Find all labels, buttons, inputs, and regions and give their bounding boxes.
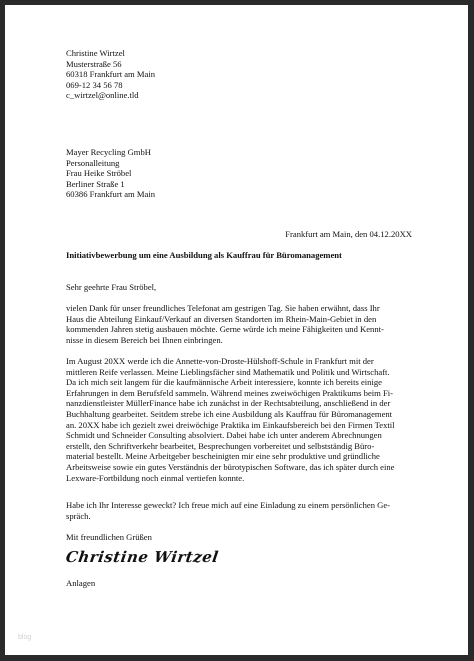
paragraph-line: material bestellt. Meine Arbeitgeber bescheinigten mir eine sehr produktive und gründliche — [66, 451, 380, 462]
paragraph-1 — [66, 303, 418, 345]
paragraph-line: Habe ich Ihr Interesse geweckt? Ich freue mich auf eine Einladung zu einem persönlichen Ge- — [66, 500, 391, 510]
paragraph-line: an. 20XX habe ich gezielt zwei dreiwöchige Praktika im Einkaufsbereich bei den Firmen Textil — [66, 419, 395, 430]
paragraph-line: Im August 20XX werde ich die Annette-von-Droste-Hülshoff-Schule in Frankfurt mit der — [66, 356, 374, 366]
recipient-street: Berliner Straße 1 — [66, 178, 125, 189]
sender-phone: 069-12 34 56 78 — [66, 79, 123, 90]
paragraph-line: Erfahrungen in dem Berufsfeld sammeln. Während meines zweiwöchigen Praktikums beim Fi- — [66, 387, 394, 398]
paragraph-line: mittleren Reife verlassen. Meine Lieblingsfächer sind Mathematik und Politik und Wirtschaft. — [66, 366, 390, 377]
paragraph-3 — [66, 500, 418, 521]
sender-city: 60318 Frankfurt am Main — [66, 69, 156, 80]
sender-address — [66, 48, 155, 101]
paragraph-line: Schmidt und Schneider Consulting absolviert. Dabei habe ich unter anderem Abrechnungen — [66, 430, 382, 441]
recipient-department: Personalleitung — [66, 157, 120, 168]
salutation: Sehr geehrte Frau Ströbel, — [66, 282, 157, 292]
recipient-company: Mayer Recycling GmbH — [66, 147, 151, 157]
handwritten-signature: Christine Wirtzel — [64, 548, 220, 566]
paragraph-line: nisse in diesem Bereich bei Ihnen einbringen. — [66, 334, 223, 345]
recipient-address — [66, 147, 155, 200]
attachments-note: Anlagen — [66, 578, 96, 588]
recipient-contact: Frau Heike Ströbel — [66, 168, 132, 179]
closing-phrase: Mit freundlichen Grüßen — [66, 532, 152, 542]
paragraph-line: Lexware-Fortbildung noch einmal vertiefen konnte. — [66, 472, 245, 483]
subject-line: Initiativbewerbung um eine Ausbildung als Kauffrau für Büromanagement — [66, 250, 342, 260]
paragraph-line: nanzdienstleister MüllerFinance habe ich zunächst in der Rechtsabteilung, anschließend in der — [66, 398, 391, 409]
date-line: Frankfurt am Main, den 04.12.20XX — [285, 229, 412, 239]
sender-email: c_wirtzel@online.tld — [66, 90, 139, 101]
paragraph-line: vielen Dank für unser freundliches Telefonat am gestrigen Tag. Sie haben erwähnt, dass Ihr — [66, 303, 380, 313]
sender-street: Musterstraße 56 — [66, 58, 122, 69]
recipient-city: 60386 Frankfurt am Main — [66, 189, 156, 200]
letter-page — [10, 10, 462, 649]
paragraph-line: Haus die Abteilung Einkauf/Verkauf an diversen Standorten im Rhein-Main-Gebiet in den — [66, 313, 377, 324]
paragraph-line: erstellt, den Schriftverkehr bearbeitet, Besprechungen vorbereitet und selbstständig Büro- — [66, 440, 375, 451]
paragraph-line: Buchhaltung gearbeitet. Seitdem strebe ich eine Ausbildung als Kauffrau für Büromanagement — [66, 408, 393, 419]
paragraph-2 — [66, 356, 418, 483]
paragraph-line: Arbeitsweise sowie ein gutes Verständnis der bürotypischen Software, das ich später durch eine — [66, 461, 395, 472]
watermark: blog — [18, 634, 32, 641]
sender-name: Christine Wirtzel — [66, 48, 125, 58]
paragraph-line: kommenden Jahren stetig ausbauen möchte. Gerne würde ich meine Fähigkeiten und Kennt- — [66, 324, 384, 335]
paragraph-line: Da ich mich seit langem für die kaufmännische Arbeit interessiere, konnte ich bereits einige — [66, 377, 382, 388]
paragraph-line: spräch. — [66, 510, 91, 521]
